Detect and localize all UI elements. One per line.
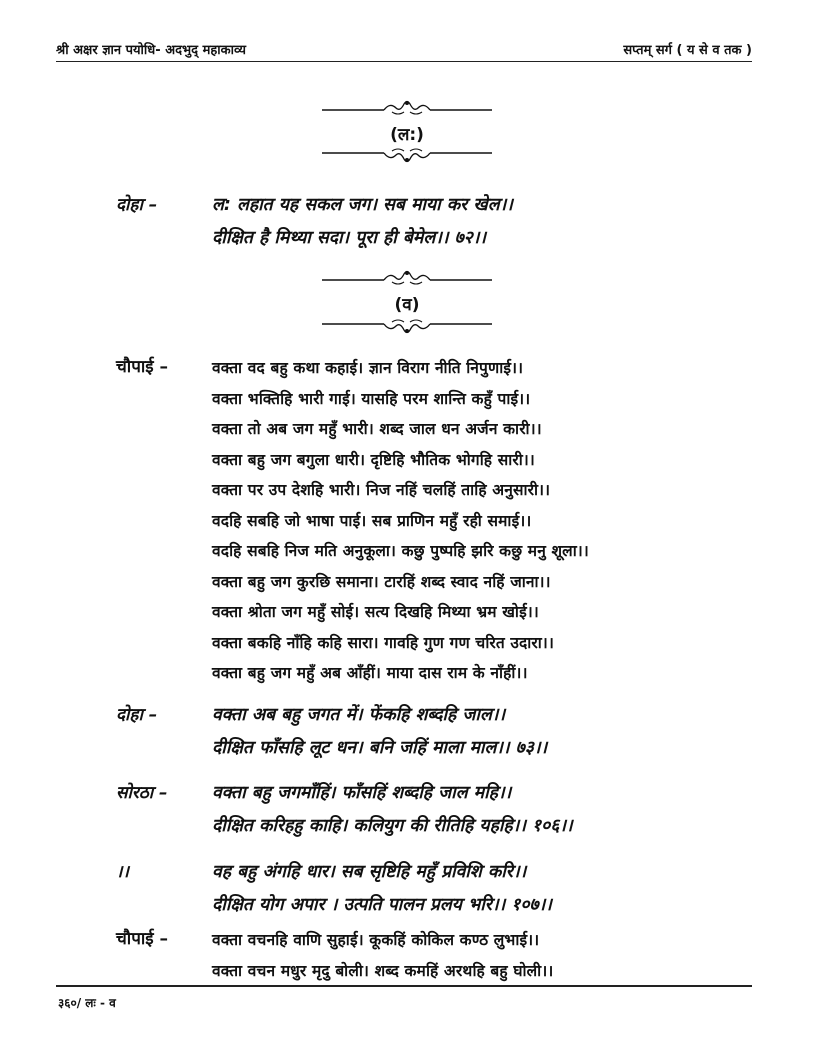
verse-label: चौपाई –: [116, 357, 169, 377]
verse-line: दीक्षित करिहहु काहि। कलियुग की रीतिहि यहहि।। १०६।।: [212, 816, 573, 836]
footer-divider: [56, 985, 752, 987]
verse-line: वक्ता बकहि नाँहि कहि सारा। गावहि गुण गण चरित उदारा।।: [212, 634, 554, 652]
verse-line: वक्ता पर उप देशहि भारी। निज नहिं चलहिं ताहि अनुसारी।।: [212, 481, 551, 499]
verse-label: दोहा –: [116, 195, 158, 215]
verse-label: चौपाई –: [116, 929, 169, 949]
verse-line: वक्ता बहु जगमाँहिं। फाँसहिं शब्दहि जाल महि।।: [212, 783, 512, 803]
verse-line: वक्ता बहु जग बगुला धारी। दृष्टिहि भौतिक भोगहि सारी।।: [212, 451, 535, 469]
verse-line: वक्ता बहु जग महुँ अब आँहीं। माया दास राम के नाँहीं।।: [212, 664, 528, 682]
verse-line: वक्ता वचनहि वाणि सुहाई। कूकहिं कोकिल कण्ठ लुभाई।।: [212, 931, 540, 949]
verse-line: वह बहु अंगहि धार। सब सृष्टिहि महुँ प्रविशि करि।।: [212, 862, 527, 882]
section-title-la: (ल:): [390, 125, 424, 145]
verse-label: ।।: [116, 862, 129, 882]
flourish-bottom-icon: [322, 143, 492, 165]
verse-line: वदहि सबहि निज मति अनुकूला। कछु पुष्पहि झरि कछु मनु शूला।।: [212, 542, 589, 560]
verse-line: वदहि सबहि जो भाषा पाई। सब प्राणिन महुँ रही समाई।।: [212, 512, 532, 530]
verse-label: दोहा –: [116, 705, 158, 725]
page-number: ३६०/ लः - व: [58, 996, 116, 1010]
verse-label: सोरठा –: [116, 783, 168, 803]
verse-line: वक्ता तो अब जग महुँ भारी। शब्द जाल धन अर्जन कारी।।: [212, 420, 542, 438]
verse-line: वक्ता श्रोता जग महुँ सोई। सत्य दिखहि मिथ्या भ्रम खोई।।: [212, 603, 539, 621]
verse-line: दीक्षित योग अपार । उत्पति पालन प्रलय भरि।। १०७।।: [212, 895, 552, 915]
flourish-top-icon: [322, 268, 492, 290]
flourish-bottom-icon: [322, 314, 492, 336]
verse-line: वक्ता वद बहु कथा कहाई। ज्ञान विराग नीति निपुणाई।।: [212, 359, 524, 377]
verse-line: दीक्षित है मिथ्या सदा। पूरा ही बेमेल।। ७२।।: [212, 228, 487, 248]
verse-line: वक्ता वचन मधुर मृदु बोली। शब्द कमहिं अरथहि बहु घोली।।: [212, 962, 554, 980]
verse-line: वक्ता भक्तिहि भारी गाई। यासहि परम शान्ति कहुँ पाई।।: [212, 390, 531, 408]
verse-line: ल: लहात यह सकल जग। सब माया कर खेल।।: [212, 195, 513, 215]
section-title-va: (व): [394, 295, 420, 315]
running-header: [56, 38, 752, 60]
verse-line: वक्ता अब बहु जगत में। फेंकहि शब्दहि जाल।।: [212, 705, 506, 725]
verse-line: दीक्षित फाँसहि लूट धन। बनि जहिं माला माल।। ७३।।: [212, 738, 548, 758]
header-divider: [56, 61, 752, 62]
book-title: श्री अक्षर ज्ञान पयोधि- अदभुद् महाकाव्य: [56, 43, 246, 58]
verse-line: वक्ता बहु जग कुरछि समाना। टारहिं शब्द स्वाद नहिं जाना।।: [212, 573, 551, 591]
flourish-top-icon: [322, 98, 492, 120]
chapter-title: सप्तम् सर्ग ( य से व तक ): [623, 43, 752, 58]
